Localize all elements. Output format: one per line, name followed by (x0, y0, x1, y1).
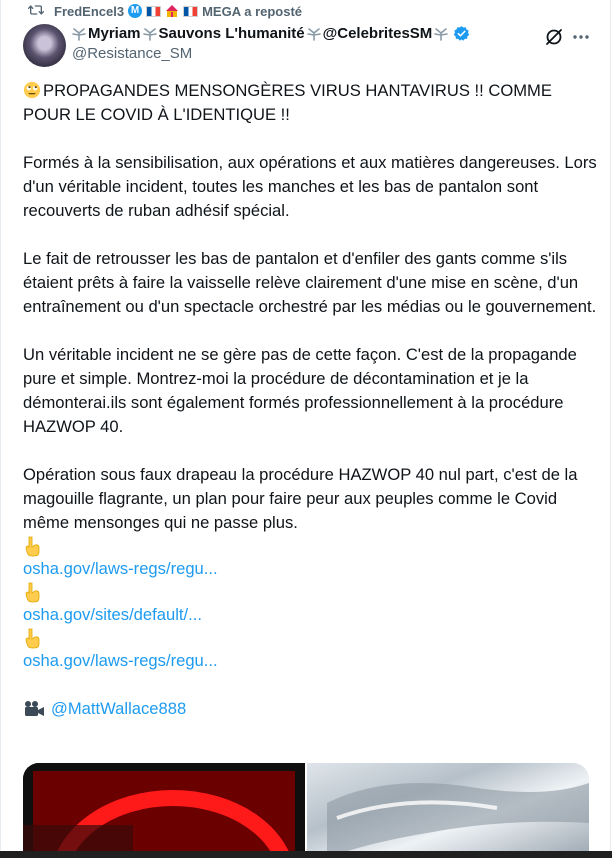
author-name-part: @CelebritesSM (322, 25, 433, 42)
tweet-paragraph: Un véritable incident ne se gère pas de cette façon. C'est de la propagande pure et simple. Montrez-moi la procédure de décontamination et je la démonterai.ils sont également formés professionnellement à la procédure HAZWOP 40. (23, 345, 577, 436)
tweet-paragraph: Le fait de retrousser les bas de pantalon et d'enfiler des gants comme s'ils étaient prêts à faire la vaisselle relève clairement d'une mise en scène, d'un entraînement ou d'un spectacle orchestré par les médias ou le gouvernement. (23, 249, 597, 316)
media-image-right[interactable] (307, 763, 589, 858)
external-link[interactable]: osha.gov/sites/default/... (23, 605, 202, 624)
badge-m-icon: M (128, 4, 142, 18)
mention-line (23, 697, 603, 721)
tweet-media[interactable] (23, 763, 589, 858)
point-down-emoji (23, 535, 43, 557)
avatar[interactable] (23, 24, 66, 67)
circus-tent-icon (165, 5, 179, 17)
external-link[interactable]: osha.gov/laws-regs/regu... (23, 651, 218, 670)
leaf-icon (143, 27, 157, 41)
tweet-paragraph: Opération sous faux drapeau la procédure HAZWOP 40 nul part, c'est de la magouille flagrante, un plan pour faire peur aux peuples comme le Covid même mensonges qui ne passe plus. (23, 465, 578, 532)
author-name-part: Sauvons L'humanité (158, 25, 305, 42)
rolling-eyes-emoji (23, 81, 41, 99)
mention-link[interactable]: @MattWallace888 (51, 699, 187, 718)
author-name[interactable] (72, 25, 470, 42)
bottom-bar (0, 851, 612, 858)
france-flag-icon (146, 6, 161, 17)
movie-camera-icon (23, 700, 45, 718)
tweet-paragraph: Formés à la sensibilisation, aux opérations et aux matières dangereuses. Lors d'un véritable incident, toutes les manches et les bas de pantalon sont recouverts de ruban adhésif spécial. (23, 153, 597, 220)
leaf-icon (307, 27, 321, 41)
headline-text: PROPAGANDES MENSONGÈRES VIRUS HANTAVIRUS !! COMME POUR LE COVID À L'IDENTIQUE !! (23, 81, 552, 124)
point-down-emoji (23, 581, 43, 603)
media-left-graphic (23, 763, 305, 858)
grok-icon[interactable] (544, 27, 564, 47)
frame-right-border (610, 0, 611, 858)
media-right-graphic (307, 763, 589, 858)
repost-user[interactable]: FredEncel3 (54, 3, 125, 19)
repost-suffix: MEGA a reposté (202, 3, 303, 19)
tweet-headline (23, 79, 603, 127)
france-flag-icon (183, 6, 198, 17)
media-image-left[interactable] (23, 763, 305, 858)
author-handle[interactable]: @Resistance_SM (72, 45, 193, 62)
leaf-icon (434, 27, 448, 41)
point-down-emoji (23, 627, 43, 649)
external-link[interactable]: osha.gov/laws-regs/regu... (23, 559, 218, 578)
author-name-part: Myriam (88, 25, 141, 42)
repost-banner[interactable] (54, 2, 302, 20)
frame-left-border (0, 0, 1, 858)
leaf-icon (72, 27, 86, 41)
repost-icon (28, 3, 44, 17)
tweet-body (23, 79, 603, 721)
verified-badge-icon (453, 25, 470, 42)
more-icon[interactable] (571, 27, 591, 47)
